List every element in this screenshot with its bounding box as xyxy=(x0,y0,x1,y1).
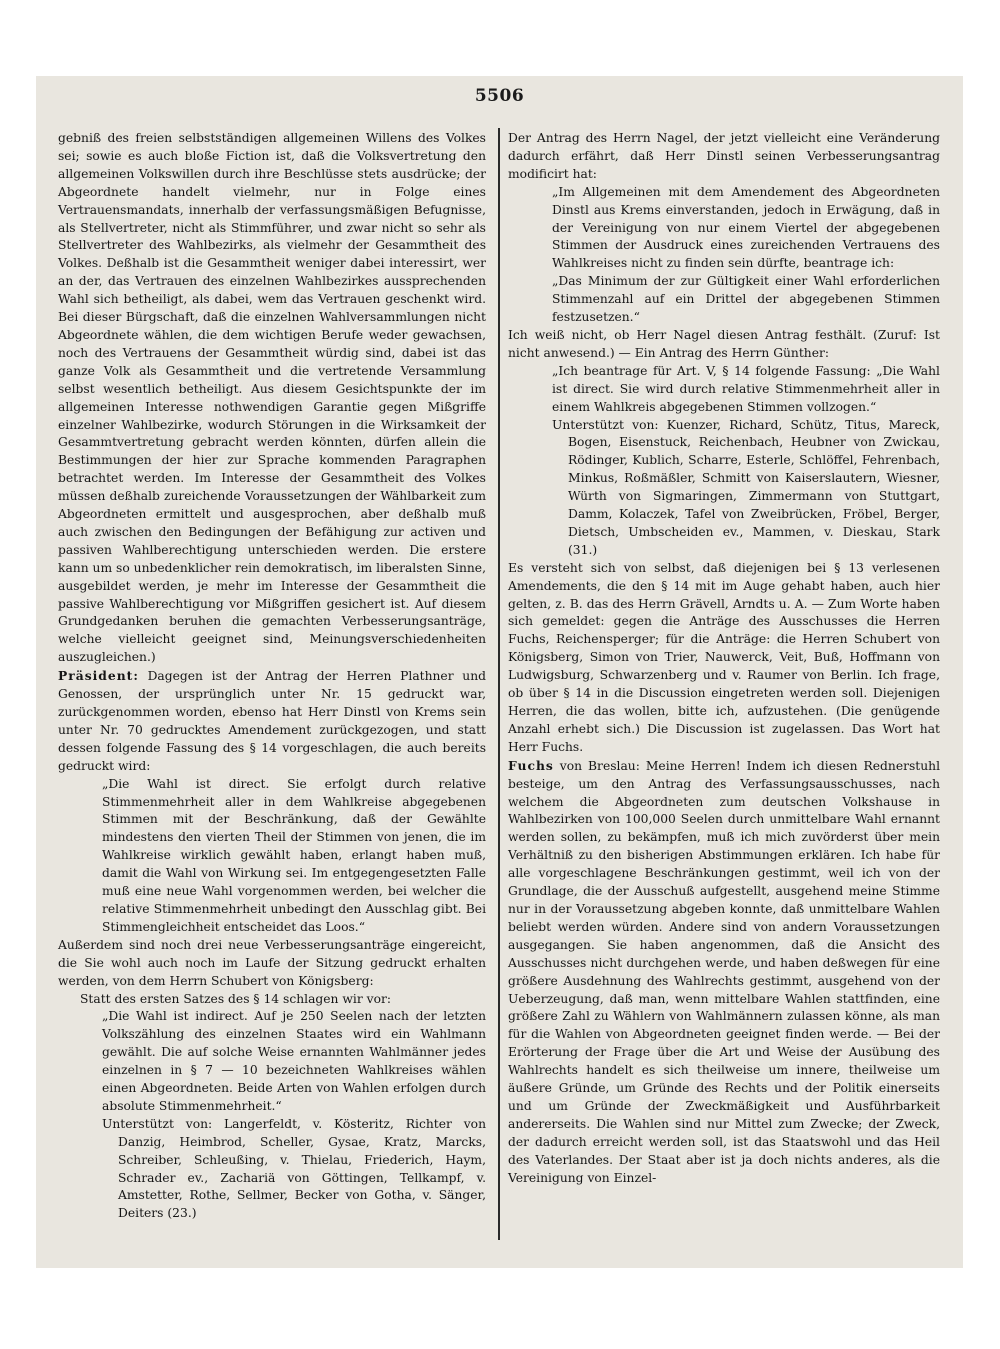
paragraph-text: Außerdem sind noch drei neue Verbesserungsanträge eingereicht, die Sie wohl auch noch im Laufe der Sitzung gedruckt erhalten werden, von dem Herrn Schubert von Königsberg: xyxy=(58,937,486,988)
paragraph xyxy=(508,184,940,274)
paragraph-text: Unterstützt von: Kuenzer, Richard, Schütz, Titus, Mareck, Bogen, Eisenstuck, Reichenbach, Heubner von Zwickau, Rödinger, Kublich, Scharre, Esterle, Schlöffel, Fehrenbach, Minkus, Roßmäßler, Schmitt von Kaiserslautern, Wiesner, Würth von Sigmaringen, Zimmermann von Stuttgart, Damm, Kolaczek, Tafel von Zweibrücken, Fröbel, Berger, Dietsch, Umbscheiden ev., Mammen, v. Dieskau, Stark (31.) xyxy=(552,417,940,557)
speaker-name: Präsident: xyxy=(58,668,139,684)
paragraph xyxy=(58,1116,486,1223)
paragraph-text: „Ich beantrage für Art. V, § 14 folgende Fassung: „Die Wahl ist direct. Sie wird durch relative Stimmenmehrheit aller in einem Wahlkreis abgegebenen Stimmen vollzogen.“ xyxy=(552,363,940,414)
paragraph xyxy=(508,327,940,363)
paragraph-text: „Die Wahl ist indirect. Auf je 250 Seelen nach der letzten Volkszählung des einzelnen Staates wird ein Wahlmann gewählt. Die auf solche Weise ernannten Wahlmänner jedes einzelnen in § 7 — 10 bezeichneten Wahlkreises wählen einen Abgeordneten. Beide Arten von Wahlen erfolgen durch absolute Stimmenmehrheit.“ xyxy=(102,1009,486,1113)
paragraph xyxy=(58,991,486,1009)
paragraph-text: Unterstützt von: Langerfeldt, v. Kösteritz, Richter von Danzig, Heimbrod, Scheller, Gysae, Kratz, Marcks, Schreiber, Schleußing, v. Thielau, Friederich, Haym, Schrader ev., Zachariä von Göttingen, Tellkampf, v. Amstetter, Rothe, Sellmer, Becker von Gotha, v. Sänger, Deiters (23.) xyxy=(102,1116,486,1221)
paragraph-text: „Im Allgemeinen mit dem Amendement des Abgeordneten Dinstl aus Krems einverstanden, jedoch in Erwägung, daß in der Vereinigung von nur einem Viertel der abgegebenen Stimmen der Ausdruck eines zureichenden Vertrauens des Wahlkreises nicht zu finden sein dürfte, beantrage ich: xyxy=(552,184,940,271)
paragraph-text: „Das Minimum der zur Gültigkeit einer Wahl erforderlichen Stimmenzahl auf ein Drittel der abgegebenen Stimmen festzusetzen.“ xyxy=(552,274,940,325)
paragraph xyxy=(58,130,486,667)
right-column xyxy=(508,130,940,1187)
paragraph xyxy=(508,560,940,757)
column-divider xyxy=(498,128,500,1240)
paragraph-text: „Die Wahl ist direct. Sie erfolgt durch relative Stimmenmehrheit aller in dem Wahlkreise abgegebenen Stimmen mit der Beschränkung, daß der Gewählte mindestens den vierten Theil der Stimmen von jenen, die im Wahlkreise wirklich gewählt haben, erlangt haben muß, damit die Wahl von Wirkung sei. Im entgegengesetzten Falle muß eine neue Wahl vorgenommen werden, bei welcher die relative Stimmenmehrheit unbedingt den Ausschlag gibt. Bei Stimmengleichheit entscheidet das Loos.“ xyxy=(102,776,486,934)
left-column xyxy=(58,130,486,1223)
paragraph-text: Es versteht sich von selbst, daß diejenigen bei § 13 verlesenen Amendements, die den § 14 mit im Auge gehabt haben, auch hier gelten, z. B. das des Herrn Grävell, Arndts u. A. — Zum Worte haben sich gemeldet: gegen die Anträge des Ausschusses die Herren Fuchs, Reichensperger; für die Anträge: die Herren Schubert von Königsberg, Simon von Trier, Nauwerck, Veit, Buß, Hoffmann von Ludwigsburg, Schwarzenberg und v. Raumer von Berlin. Ich frage, ob über § 14 in die Discussion eingetreten werden soll. Diejenigen Herren, die das wollen, bitte ich, aufzustehen. (Die genügende Anzahl erhebt sich.) Die Discussion ist zugelassen. Das Wort hat Herr Fuchs. xyxy=(508,560,940,754)
paragraph-text: Dagegen ist der Antrag der Herren Plathner und Genossen, der ursprünglich unter Nr. 15 gedruckt war, zurückgenommen worden, ebenso hat Herr Dinstl von Krems sein unter Nr. 70 gedrucktes Amendement zurückgezogen, und statt dessen folgende Fassung des § 14 vorgeschlagen, die auch bereits gedruckt wird: xyxy=(58,669,486,773)
paragraph-text: Der Antrag des Herrn Nagel, der jetzt vielleicht eine Veränderung dadurch erfährt, daß Herr Dinstl seinen Verbesserungsantrag modificirt hat: xyxy=(508,131,940,181)
paragraph xyxy=(58,667,486,775)
speaker-name: Fuchs xyxy=(508,757,554,773)
paragraph-text: Ich weiß nicht, ob Herr Nagel diesen Antrag festhält. (Zuruf: Ist nicht anwesend.) — Ein Antrag des Herrn Günther: xyxy=(508,327,940,360)
paragraph-text: gebniß des freien selbstständigen allgemeinen Willens des Volkes sei; sowie es auch bloße Fiction ist, daß die Volksvertretung den allgemeinen Volkswillen durch ihre Beschlüsse stets ausdrücke; der Abgeordnete handelt vielmehr, nur in Folge eines Vertrauensmandats, innerhalb der verfassungsmäßigen Befugnisse, als Stellvertreter, nicht als Stimmführer, und zwar nicht so sehr als Stellvertreter des Wahlbezirks, als vielmehr der Gesammtheit des Volkes. Deßhalb ist die Gesammtheit weniger dabei interessirt, wer an der, das Vertrauen des einzelnen Wahlbezirkes aussprechenden Wahl sich betheiligt, als dabei, wem das Vertrauen geschenkt wird. Bei dieser Bürgschaft, daß die einzelnen Wahlversammlungen nicht Abgeordnete wählen, die dem wichtigen Berufe weder gewachsen, noch des Vertrauens der Gesammtheit würdig sind, dabei ist das ganze Volk als Gesammtheit und die vertretende Versammlung selbst wesentlich betheiligt. Aus diesem Gesichtspunkte der im allgemeinen Interesse nothwendigen Garantie gegen Mißgriffe einzelner Wahlbezirke, wodurch Störungen in die Wirksamkeit der Gesammtvertretung gebracht werden könnten, dürfen allein die Bestimmungen der hier zur Sprache kommenden Paragraphen betrachtet werden. Im Interesse der Gesammtheit des Volkes müssen deßhalb zureichende Voraussetzungen der Wählbarkeit zum Abgeordneten ermittelt und ausgesprochen, aber deßhalb muß auch zwischen den Bedingungen der Befähigung zur activen und passiven Wahlberechtigung unterschieden werden. Die erstere kann um so unbedenklicher rein demokratisch, im liberalsten Sinne, ausgebildet werden, je mehr im Interesse der Gesammtheit die passive Wahlberechtigung vor Mißgriffen gesichert ist. Auf diesem Grundgedanken beruhen die gemachten Verbesserungsanträge, welche vielleicht geeignet sind, Meinungsverschiedenheiten auszugleichen.) xyxy=(58,131,486,665)
paragraph xyxy=(58,1008,486,1115)
page-number: 5506 xyxy=(474,86,525,106)
paragraph-text: von Breslau: Meine Herren! Indem ich diesen Rednerstuhl besteige, um den Antrag des Verfassungsausschusses, nach welchem die Abgeordneten zum deutschen Volkshause in Wahlbezirken von 100,000 Seelen durch unmittelbare Wahl ernannt werden sollen, zu bekämpfen, muß ich mich zuvörderst über mein Verhältniß zu den bisherigen Abstimmungen erklären. Ich habe für alle vorgeschlagene Beschränkungen gestimmt, weil ich von der Grundlage, die der Ausschuß aufgestellt, ausgehend meine Stimme nur in der Voraussetzung abgeben konnte, daß unmittelbare Wahlen beliebt werden würden. Andere sind von andern Voraussetzungen ausgegangen. Sie haben angenommen, daß die Ansicht des Ausschusses nicht durchgehen werde, und haben deßwegen für eine größere Ausdehnung des Wahlrechts gestimmt, ausgehend von der Ueberzeugung, daß man, wenn mittelbare Wahlen stattfinden, eine größere Zahl zu Wählern von Wahlmännern zulassen könne, als man für die Wahlen von Abgeordneten geeignet finden werde. — Bei der Erörterung der Frage über die Art und Weise der Ausübung des Wahlrechts handelt es sich theilweise um innere, theilweise um äußere Gründe, um Gründe des Rechts und der Politik einerseits und um Gründe der Zweckmäßigkeit und Ausführbarkeit andererseits. Die Wahlen sind nur Mittel zum Zwecke; der Zweck, der dadurch erreicht werden soll, ist das Staatswohl und das Heil des Vaterlandes. Der Staat aber ist ja doch nichts anderes, als die Vereinigung von Einzel- xyxy=(508,758,940,1185)
paragraph-text: Statt des ersten Satzes des § 14 schlagen wir vor: xyxy=(80,991,392,1006)
paragraph xyxy=(508,757,940,1188)
paragraph xyxy=(58,776,486,937)
paragraph xyxy=(508,363,940,417)
scanned-page xyxy=(36,76,963,1268)
paragraph xyxy=(508,130,940,184)
paragraph xyxy=(508,417,940,560)
paragraph xyxy=(58,937,486,991)
paragraph xyxy=(508,273,940,327)
